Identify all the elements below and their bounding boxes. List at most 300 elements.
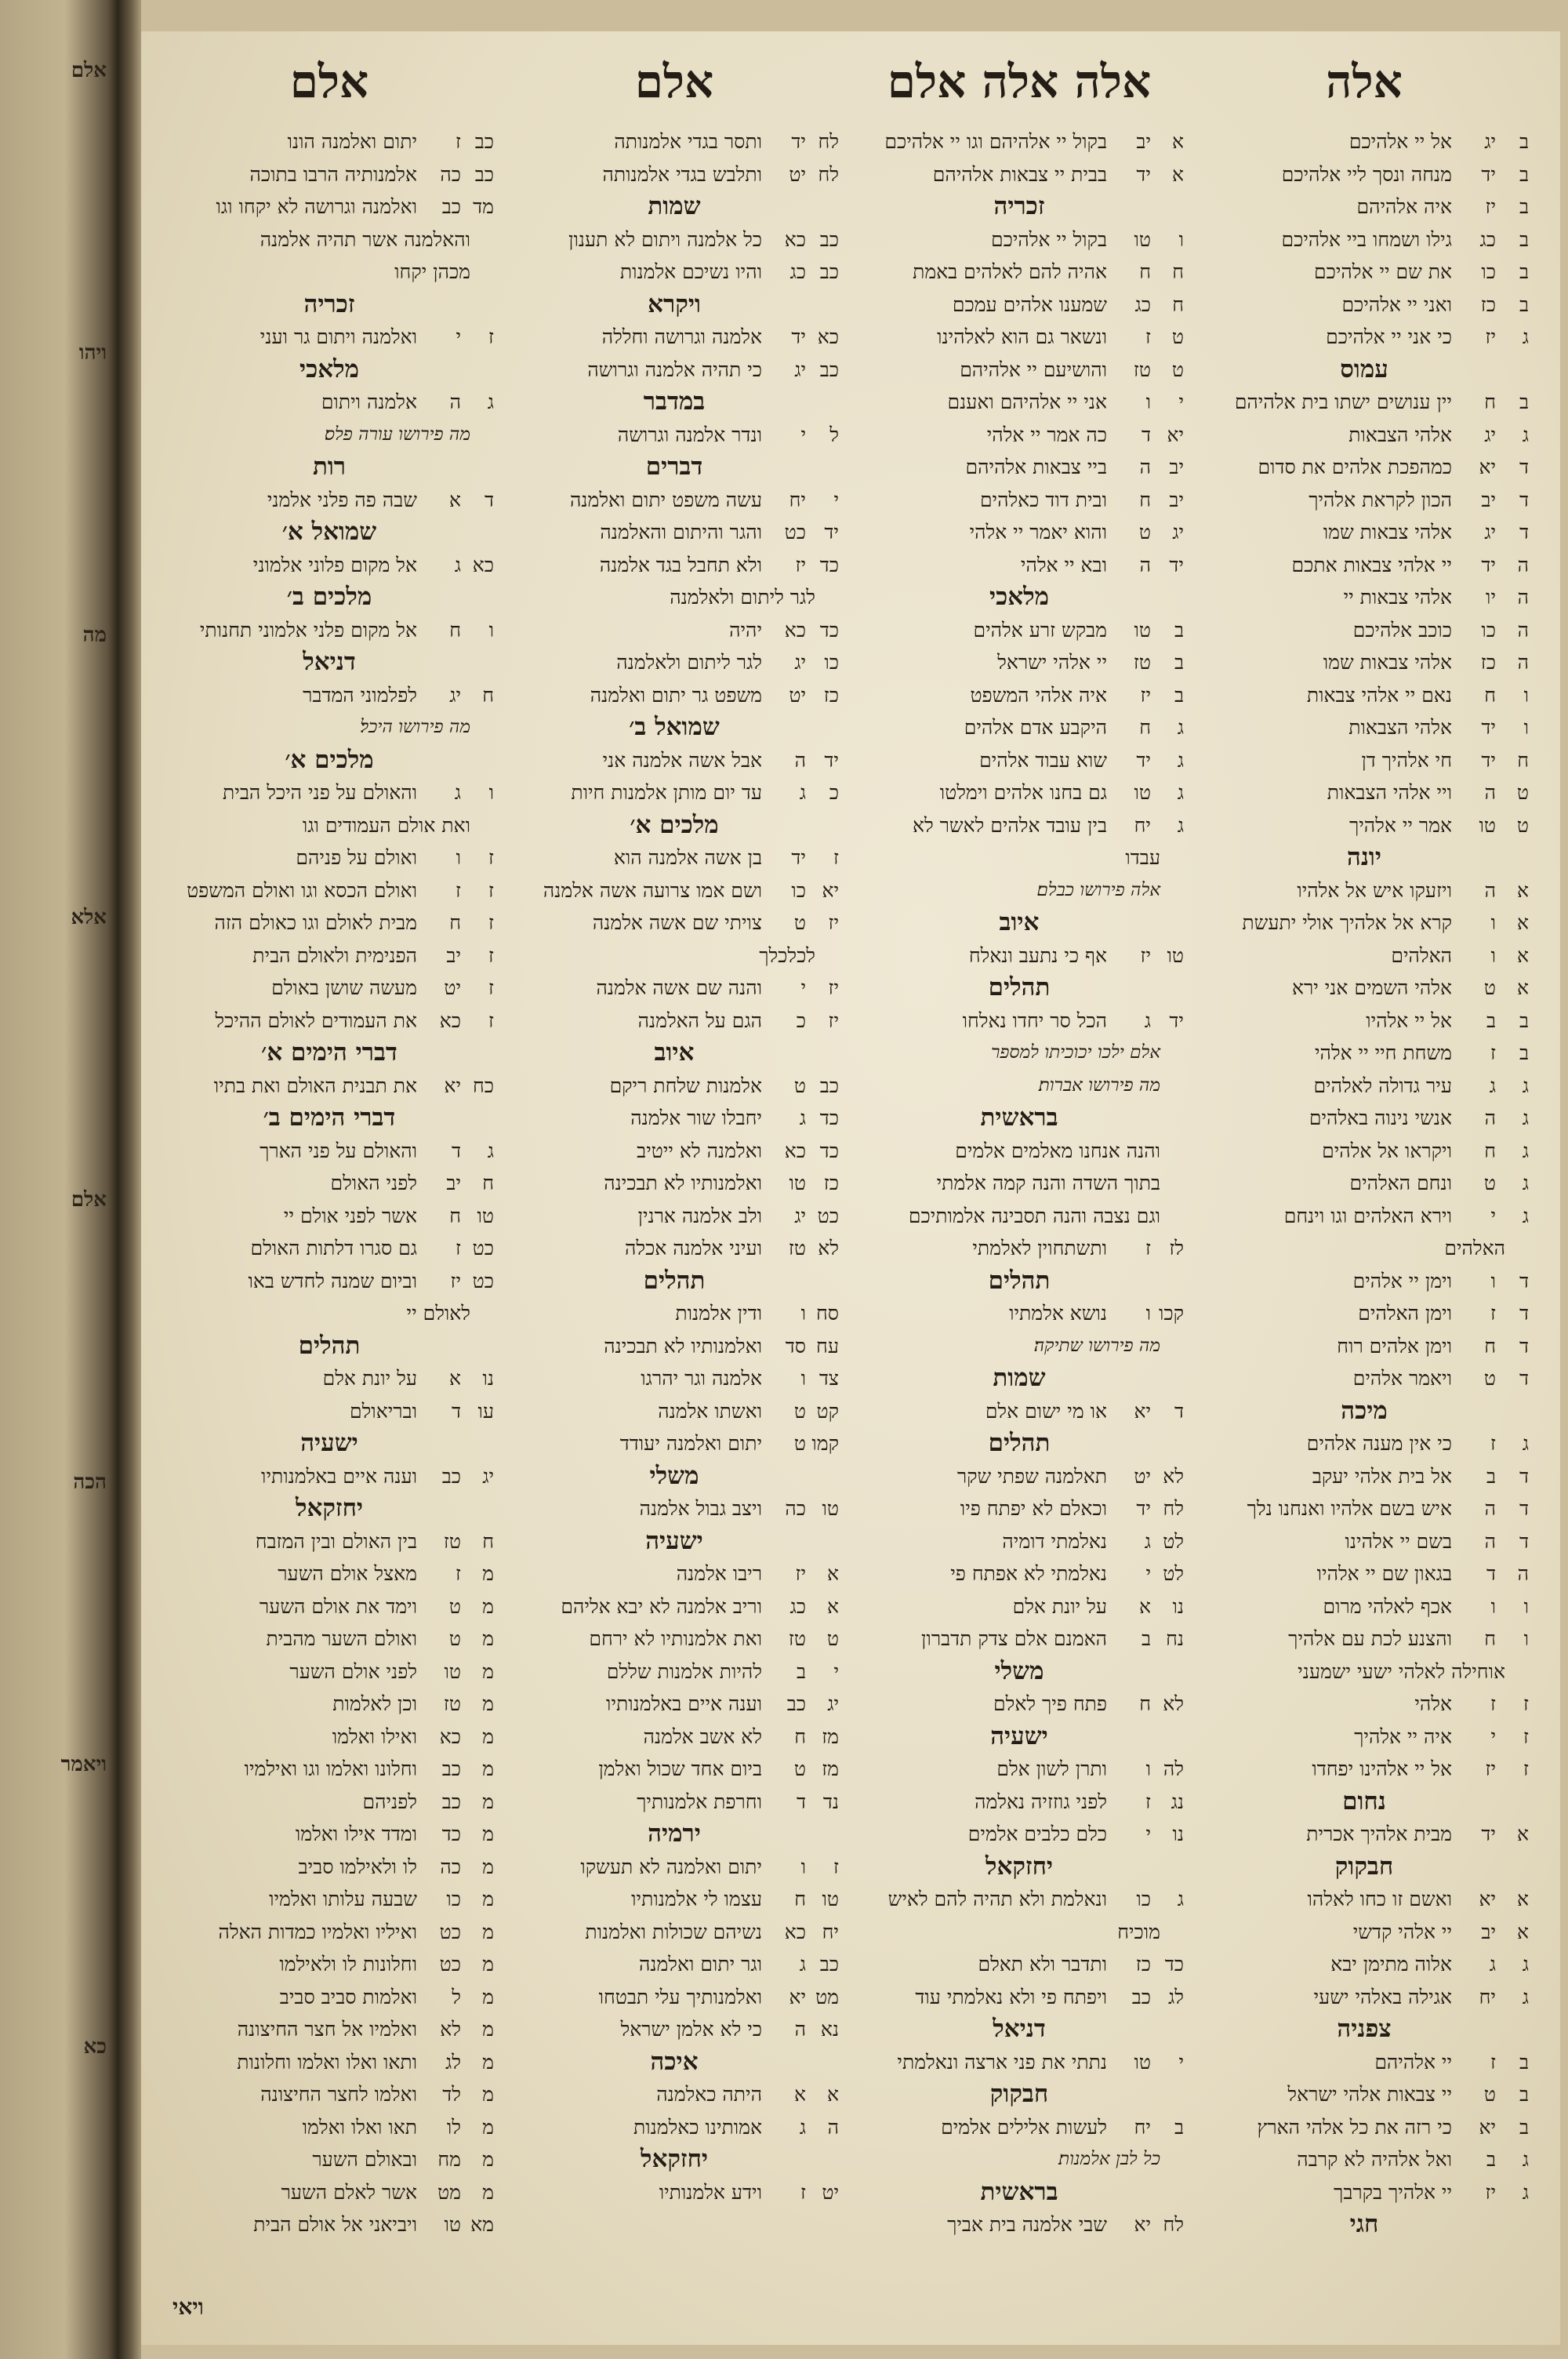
verse-reference — [1113, 484, 1184, 517]
continuation-line: והנה אנחנו מאלמים אלמים — [955, 1139, 1160, 1162]
verse-reference — [1113, 809, 1184, 842]
entry-text: אל בית אלהי יעקב — [1312, 1464, 1452, 1488]
verse-number: ט — [793, 1399, 806, 1423]
concordance-entry — [165, 1395, 494, 1428]
book-heading: שמואל א׳ — [281, 518, 377, 546]
chapter-number: מא — [470, 2213, 494, 2236]
chapter-number: נו — [482, 1367, 494, 1390]
concordance-entry — [510, 1721, 839, 1754]
entry-text: נאלמתי דומיה — [1002, 1529, 1107, 1553]
concordance-entry — [510, 1883, 839, 1916]
verse-reference — [768, 1753, 839, 1786]
entry-text: יי אלהיהם — [1374, 2050, 1452, 2074]
verse-number: יז — [450, 1269, 461, 1292]
entry-text: ואילו ואלמו — [332, 1725, 417, 1748]
chapter-number: לא — [818, 1237, 839, 1259]
entry-text: לו ולאילמו סביב — [298, 1855, 417, 1878]
chapter-number: כח — [472, 1074, 494, 1097]
concordance-entry — [165, 614, 494, 647]
chapter-number: א — [1516, 943, 1529, 967]
verse-reference — [423, 614, 494, 647]
verse-reference — [1113, 646, 1184, 679]
concordance-entry — [510, 516, 839, 549]
concordance-entry — [855, 158, 1184, 191]
chapter-number: ו — [488, 618, 494, 642]
chapter-number: מ — [482, 1888, 494, 1910]
book-heading: דניאל — [303, 648, 356, 676]
verse-reference — [1458, 1070, 1529, 1103]
verse-reference — [1458, 419, 1529, 452]
book-heading: יחזקאל — [985, 1852, 1054, 1881]
book-heading: איוב — [654, 1038, 695, 1067]
verse-number: יא — [1134, 2213, 1151, 2236]
chapter-number: מ — [482, 1562, 494, 1585]
verse-reference — [1458, 646, 1529, 679]
chapter-number: א — [1516, 1920, 1529, 1943]
entry-text: כלם כלבים אלמים — [967, 1823, 1107, 1845]
verse-reference — [423, 1005, 494, 1038]
concordance-entry — [855, 354, 1184, 387]
verse-reference — [1113, 158, 1184, 191]
book-heading: בראשית — [980, 2177, 1058, 2206]
entry-text: אלהי — [1414, 1692, 1452, 1715]
entry-text: ריבו אלמנה — [676, 1562, 762, 1585]
verse-number: ג — [454, 553, 461, 576]
verse-number: כב — [786, 1692, 806, 1715]
entry-text: אל מקום פלוני אלמוני — [252, 553, 417, 576]
chapter-number: ב — [1519, 1009, 1529, 1032]
verse-reference — [1113, 419, 1184, 452]
entry-text: אנשי נינוה באלהים — [1308, 1107, 1452, 1129]
chapter-number: ז — [488, 911, 494, 934]
entry-text: כי אני יי אלהיכם — [1326, 325, 1452, 348]
entry-text: שבה פה פלני אלמני — [267, 488, 417, 511]
book-heading: תהלים — [988, 973, 1051, 1001]
chapter-number: ז — [488, 1009, 494, 1032]
chapter-number: י — [833, 1659, 839, 1683]
concordance-entry — [855, 224, 1184, 256]
entry-text: ואלמנותיו לא תבכינה — [604, 1334, 762, 1358]
concordance-entry — [165, 1525, 494, 1558]
verse-reference — [1458, 158, 1529, 191]
concordance-entry — [510, 614, 839, 647]
verse-number: ז — [1490, 1041, 1496, 1064]
verse-number: ו — [1490, 911, 1496, 934]
concordance-entry — [1200, 972, 1529, 1005]
verse-number: ב — [1141, 1627, 1151, 1650]
chapter-number: יד — [1169, 1009, 1184, 1032]
entry-text: כי תהיה אלמנה וגרושה — [587, 358, 762, 381]
concordance-entry — [1200, 1037, 1529, 1070]
entry-text: ויאמר אלהים — [1352, 1367, 1452, 1390]
verse-number: מח — [437, 2148, 461, 2171]
chapter-number: יא — [822, 878, 839, 902]
verse-reference — [423, 2078, 494, 2111]
verse-reference — [1113, 125, 1184, 158]
verse-reference — [768, 321, 839, 354]
verse-reference — [423, 1656, 494, 1688]
entry-text: יחבלו שור אלמנה — [630, 1107, 762, 1129]
verse-number: ו — [1490, 1594, 1496, 1618]
entry-text: וימן יי אלהים — [1352, 1269, 1452, 1292]
verse-reference — [1113, 940, 1184, 972]
concordance-entry — [510, 224, 839, 256]
entry-text: אלוה מתימן יבא — [1330, 1953, 1452, 1976]
verse-number: יט — [789, 683, 806, 707]
book-heading: תהלים — [298, 1331, 361, 1360]
book-heading: ירמיה — [648, 1819, 701, 1848]
concordance-entry — [1200, 1623, 1529, 1656]
verse-reference — [768, 1395, 839, 1428]
chapter-number: ב — [1519, 162, 1529, 186]
entry-text: וחלונו ואלמו וגו ואילמיו — [244, 1757, 417, 1780]
concordance-entry — [510, 1070, 839, 1103]
concordance-entry — [165, 1362, 494, 1395]
verse-number: יד — [1136, 162, 1151, 186]
chapter-number: יב — [1169, 488, 1184, 511]
verse-number: ט — [448, 1627, 461, 1650]
concordance-entry — [510, 1656, 839, 1688]
verse-number: יב — [446, 1172, 461, 1194]
chapter-number: ו — [1523, 1594, 1529, 1618]
verse-number: יז — [1140, 943, 1151, 967]
concordance-entry — [855, 940, 1184, 972]
edge-fragment: ויהו — [78, 341, 107, 365]
verse-reference — [768, 841, 839, 874]
verse-number: יד — [1481, 748, 1496, 772]
verse-number: יג — [794, 358, 806, 381]
chapter-number: ז — [488, 325, 494, 348]
verse-number: טז — [788, 1627, 806, 1650]
entry-text: כי אין מענה אלהים — [1306, 1432, 1452, 1455]
entry-text: ואלמות סביב סביב — [279, 1985, 417, 2008]
concordance-entry — [165, 1167, 494, 1200]
entry-text: עצמו לי אלמנותיו — [631, 1888, 762, 1910]
concordance-entry — [1200, 1558, 1529, 1590]
entry-text: יתום ואלמנה הונו — [287, 130, 417, 153]
concordance-entry — [165, 321, 494, 354]
chapter-number: מ — [482, 1855, 494, 1878]
verse-reference — [1458, 1558, 1529, 1590]
verse-reference — [768, 972, 839, 1005]
concordance-entry — [855, 1818, 1184, 1851]
verse-number: טז — [1133, 651, 1151, 674]
concordance-entry — [165, 1948, 494, 1981]
verse-reference — [423, 841, 494, 874]
concordance-entry — [165, 1688, 494, 1721]
chapter-number: מ — [482, 1790, 494, 1813]
verse-number: ט — [793, 1757, 806, 1780]
verse-number: כה — [440, 1855, 461, 1878]
chapter-number: ד — [1174, 1399, 1184, 1423]
concordance-entry — [510, 354, 839, 387]
verse-reference — [423, 907, 494, 940]
entry-text: בגאון שם יי אלהיו — [1316, 1562, 1452, 1585]
entry-text: אהיה להם לאלהים באמת — [913, 260, 1107, 283]
verse-number: כז — [1135, 1953, 1151, 1976]
verse-reference — [1113, 1460, 1184, 1493]
entry-text: פתח פיך לאלם — [993, 1692, 1107, 1715]
verse-reference — [423, 386, 494, 419]
verse-reference — [768, 484, 839, 517]
chapter-number: ג — [1522, 1172, 1529, 1194]
chapter-number: ב — [1519, 2115, 1529, 2139]
entry-text: ויצב גבול אלמנה — [639, 1497, 762, 1520]
book-heading: ישעיה — [300, 1429, 358, 1457]
concordance-entry — [510, 776, 839, 809]
verse-reference — [423, 874, 494, 907]
chapter-number: מ — [482, 2018, 494, 2041]
entry-text: גם סגרו דלתות האולם — [250, 1237, 417, 1259]
verse-reference — [1458, 1623, 1529, 1656]
book-heading: חבקוק — [1334, 1852, 1394, 1881]
concordance-entry — [855, 1297, 1184, 1330]
verse-reference — [768, 224, 839, 256]
verse-reference — [423, 2046, 494, 2079]
chapter-number: יז — [828, 911, 839, 934]
verse-number: י — [456, 325, 461, 348]
chapter-number: כב — [474, 130, 494, 153]
concordance-entry — [855, 1981, 1184, 2014]
entry-text: ושם אמו צרועה אשה אלמנה — [543, 878, 762, 902]
chapter-number: ז — [488, 976, 494, 999]
concordance-entry — [510, 1558, 839, 1590]
verse-reference — [1458, 1721, 1529, 1754]
verse-reference — [1458, 386, 1529, 419]
verse-number: יג — [1484, 130, 1496, 153]
concordance-entry — [1200, 1981, 1529, 2014]
entry-text: והוא יאמר יי אלהי — [969, 521, 1107, 543]
continuation-line: וגם נצבה והנה תסבינה אלמותיכם — [908, 1204, 1160, 1227]
verse-number: ח — [449, 911, 461, 934]
concordance-entry — [510, 744, 839, 777]
entry-text: לפלמוני המדבר — [303, 683, 417, 707]
verse-number: כו — [1481, 618, 1496, 642]
verse-number: כא — [784, 1139, 806, 1162]
verse-number: כב — [441, 1464, 461, 1488]
chapter-number: יד — [824, 748, 839, 772]
verse-number: טו — [1134, 781, 1151, 804]
verse-number: כ — [796, 1009, 806, 1032]
verse-number: סד — [785, 1334, 806, 1358]
concordance-entry — [165, 1786, 494, 1819]
verse-reference — [423, 158, 494, 191]
concordance-entry — [1200, 191, 1529, 224]
verse-reference — [1458, 484, 1529, 517]
entry-text: אלמנה וגר יהרגו — [641, 1367, 762, 1390]
concordance-entry — [1200, 125, 1529, 158]
verse-number: כט — [439, 1953, 461, 1976]
verse-reference — [768, 354, 839, 387]
concordance-entry — [855, 1395, 1184, 1428]
entry-text: והצנע לכת עם אלהיך — [1288, 1627, 1452, 1650]
entry-text: חי אלהיך דן — [1361, 748, 1452, 772]
concordance-entry — [165, 2208, 494, 2241]
verse-reference — [768, 1135, 839, 1168]
verse-number: א — [448, 488, 461, 511]
concordance-entry — [510, 484, 839, 517]
chapter-number: ב — [1519, 260, 1529, 283]
verse-number: כב — [441, 1757, 461, 1780]
book-heading: מיכה — [1341, 1396, 1388, 1425]
entry-text: ואני יי אלהיכם — [1341, 293, 1452, 316]
verse-number: ב — [1486, 1009, 1496, 1032]
concordance-entry — [855, 1623, 1184, 1656]
verse-reference — [1458, 1102, 1529, 1135]
verse-reference — [423, 1558, 494, 1590]
concordance-entry — [855, 1948, 1184, 1981]
verse-reference — [423, 125, 494, 158]
verse-reference — [423, 1753, 494, 1786]
chapter-number: קט — [816, 1399, 839, 1423]
entry-text: ויזעקו איש אל אלהיו — [1297, 878, 1452, 902]
entry-text: את העמודים לאולם ההיכל — [215, 1009, 417, 1032]
verse-reference — [768, 419, 839, 452]
chapter-number: ז — [1523, 1692, 1529, 1715]
chapter-number: כב — [819, 1074, 839, 1097]
verse-number: ט — [1483, 1172, 1496, 1194]
verse-reference — [423, 1948, 494, 1981]
entry-text: ביום אחד שכול ואלמן — [598, 1757, 762, 1780]
verse-reference — [1113, 1948, 1184, 1981]
concordance-entry — [1200, 419, 1529, 452]
concordance-entry — [1200, 1688, 1529, 1721]
chapter-number: א — [1516, 1888, 1529, 1910]
chapter-number: ג — [1522, 1074, 1529, 1097]
verse-reference — [1458, 711, 1529, 744]
verse-reference — [1113, 1623, 1184, 1656]
concordance-entry — [1200, 1070, 1529, 1103]
concordance-entry — [855, 2208, 1184, 2241]
book-heading: נחום — [1342, 1787, 1386, 1816]
verse-number: ה — [794, 2018, 806, 2041]
verse-number: ה — [449, 391, 461, 413]
verse-number: יז — [795, 553, 806, 576]
concordance-entry — [165, 2078, 494, 2111]
verse-number: ח — [794, 1888, 806, 1910]
entry-text: להיות אלמנות שללם — [606, 1659, 762, 1683]
chapter-number: י — [1178, 2050, 1184, 2074]
verse-number: יד — [1136, 1497, 1151, 1520]
chapter-number: ב — [1519, 1041, 1529, 1064]
verse-reference — [423, 1265, 494, 1298]
entry-text: ותשתחוין לאלמתי — [972, 1237, 1107, 1259]
chapter-number: טו — [822, 1888, 839, 1910]
verse-reference — [1458, 549, 1529, 582]
entry-text: תאו ואלו ואלמו — [302, 2115, 417, 2139]
entry-text: אלהי הצבאות — [1348, 423, 1452, 446]
concordance-entry — [165, 1200, 494, 1233]
concordance-entry — [1200, 809, 1529, 842]
verse-number: יד — [791, 325, 806, 348]
verse-reference — [768, 2111, 839, 2144]
entry-text: יין ענושים ישתו בית אלהיהם — [1234, 391, 1452, 413]
continuation-line: האלהים — [1444, 1237, 1505, 1259]
concordance-entry — [165, 1232, 494, 1265]
book-heading: מלאכי — [989, 583, 1050, 611]
verse-number: ז — [456, 1562, 461, 1585]
concordance-entry — [855, 2111, 1184, 2144]
concordance-entry — [165, 158, 494, 191]
chapter-number: נד — [822, 1790, 839, 1813]
entry-text: וידע אלמנותיו — [659, 2180, 762, 2204]
verse-number: ט — [1138, 521, 1151, 543]
verse-reference — [1458, 1883, 1529, 1916]
verse-number: יא — [1479, 1888, 1496, 1910]
verse-reference — [1458, 2078, 1529, 2111]
entry-text: יי צבאות אלהי ישראל — [1287, 2083, 1452, 2106]
definition-note: מה פירושו אברות׃ — [1038, 1074, 1160, 1096]
definition-note: כל לבן אלמנות׃ — [1058, 2149, 1160, 2169]
entry-text: ואולם השער מהבית — [266, 1627, 417, 1650]
entry-text: וריב אלמנה לא יבא אליהם — [561, 1594, 762, 1618]
verse-number: יד — [1481, 553, 1496, 576]
verse-number: לד — [442, 2083, 461, 2106]
entry-text: יתום ואלמנה יעודד — [619, 1432, 762, 1455]
entry-text: אלהי צבאות שמו — [1323, 521, 1452, 543]
verse-reference — [1113, 2046, 1184, 2079]
entry-text: או מי ישום אלם — [985, 1399, 1107, 1423]
entry-text: אל יי אלהיו — [1366, 1009, 1452, 1032]
chapter-number: ז — [833, 846, 839, 869]
verse-reference — [1458, 1981, 1529, 2014]
concordance-entry — [1200, 1525, 1529, 1558]
verse-number: טז — [1133, 358, 1151, 381]
entry-text: ועיני אלמנה אכלה — [625, 1237, 762, 1259]
verse-number: לו — [446, 2115, 461, 2139]
concordance-entry — [165, 2046, 494, 2079]
chapter-number: כא — [472, 553, 494, 576]
chapter-number: א — [1171, 130, 1184, 153]
chapter-number: לה — [1163, 1757, 1184, 1780]
chapter-number: טו — [477, 1204, 494, 1227]
verse-number: ז — [1490, 2050, 1496, 2074]
verse-number: ג — [1144, 1529, 1151, 1553]
chapter-number: ב — [1519, 391, 1529, 413]
chapter-number: לג — [1168, 1985, 1184, 2008]
chapter-number: נו — [1172, 1823, 1184, 1845]
chapter-number: יט — [822, 2180, 839, 2204]
book-heading: בראשית — [980, 1103, 1058, 1132]
continuation-line: אוחילה לאלהי ישעי ישמעני — [1298, 1659, 1505, 1683]
verse-number: כט — [439, 1920, 461, 1943]
chapter-number: ג — [1522, 1139, 1529, 1162]
entry-text: ביי צבאות אלהיהם — [965, 456, 1107, 478]
verse-reference — [768, 1786, 839, 1819]
verse-number: ח — [1139, 716, 1151, 739]
verse-reference — [768, 1070, 839, 1103]
verse-number: א — [793, 2083, 806, 2106]
verse-reference — [1113, 1883, 1184, 1916]
book-heading: זכריה — [993, 192, 1045, 220]
entry-text: מעשה שושן באולם — [271, 976, 417, 999]
verse-number: ה — [1484, 781, 1496, 804]
book-heading: ישעיה — [645, 1526, 703, 1555]
concordance-entry — [510, 1362, 839, 1395]
verse-number: ה — [1484, 878, 1496, 902]
entry-text: ונדר אלמנה וגרושה — [617, 423, 762, 446]
verse-reference — [768, 1558, 839, 1590]
entry-text: קרא אל אלהיך אולי יתעשת — [1242, 911, 1452, 934]
concordance-entry — [510, 419, 839, 452]
verse-number: יז — [795, 1562, 806, 1585]
concordance-entry — [165, 1558, 494, 1590]
concordance-entry — [1200, 386, 1529, 419]
verse-reference — [1458, 321, 1529, 354]
verse-reference — [423, 1167, 494, 1200]
entry-text: נאלמתי לא אפתח פי — [950, 1562, 1107, 1585]
concordance-entry — [510, 1851, 839, 1884]
